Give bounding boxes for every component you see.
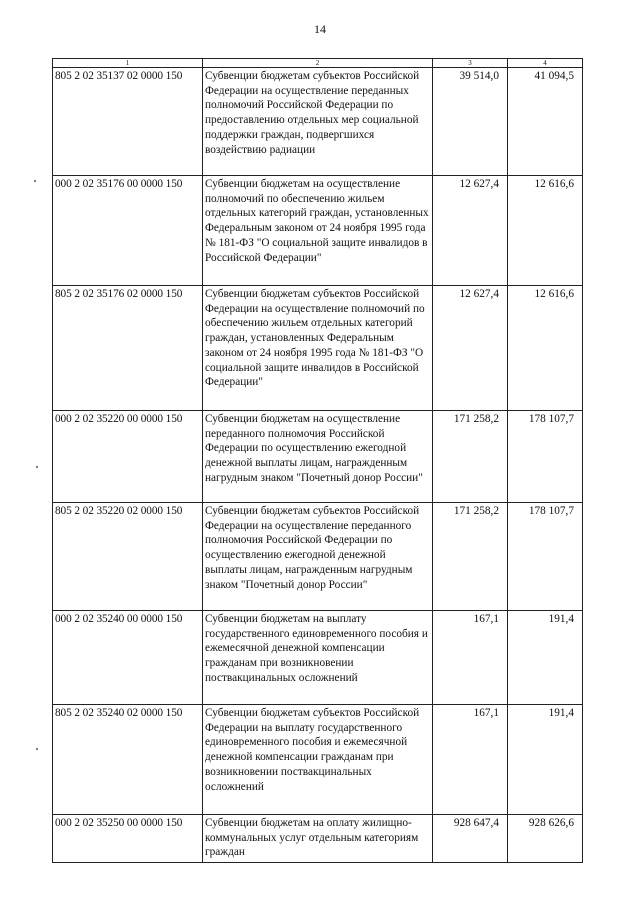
budget-code-cell: 805 2 02 35176 02 0000 150 bbox=[53, 286, 203, 411]
budget-code-cell: 805 2 02 35220 02 0000 150 bbox=[53, 503, 203, 611]
budget-code-cell: 000 2 02 35240 00 0000 150 bbox=[53, 611, 203, 705]
column-3-value-cell: 171 258,2 bbox=[433, 411, 508, 503]
description-cell: Субвенции бюджетам субъектов Российской Федерации на выплату государственного единовременного пособия и ежемесячной денежной компенсации гражданам при возникновении поствакцинальных осложнений bbox=[203, 705, 433, 815]
budget-code-cell: 805 2 02 35137 02 0000 150 bbox=[53, 68, 203, 176]
table-row bbox=[53, 705, 583, 815]
column-3-value-cell: 167,1 bbox=[433, 611, 508, 705]
description-cell: Субвенции бюджетам на оплату жилищно-коммунальных услуг отдельным категориям граждан bbox=[203, 815, 433, 863]
column-4-value-cell: 191,4 bbox=[508, 705, 583, 815]
table-row bbox=[53, 411, 583, 503]
column-4-value-cell: 928 626,6 bbox=[508, 815, 583, 863]
scan-speck bbox=[36, 466, 38, 468]
column-3-value-cell: 171 258,2 bbox=[433, 503, 508, 611]
column-3-value-cell: 39 514,0 bbox=[433, 68, 508, 176]
budget-code-cell: 000 2 02 35176 00 0000 150 bbox=[53, 176, 203, 286]
budget-table bbox=[52, 58, 583, 863]
description-cell: Субвенции бюджетам субъектов Российской Федерации на осуществление переданного полномочия Российской Федерации по осуществлению ежегодной денежной выплаты лицам, награжденным нагрудным знаком "Почетный донор России" bbox=[203, 503, 433, 611]
table-row bbox=[53, 503, 583, 611]
budget-code-cell: 805 2 02 35240 02 0000 150 bbox=[53, 705, 203, 815]
description-cell: Субвенции бюджетам на осуществление полномочий по обеспечению жильем отдельных категорий граждан, установленных Федеральным законом от 24 ноября 1995 года № 181-ФЗ "О социальной защите инвалидов в Российской Федерации" bbox=[203, 176, 433, 286]
budget-code-cell: 000 2 02 35220 00 0000 150 bbox=[53, 411, 203, 503]
column-4-value-cell: 12 616,6 bbox=[508, 176, 583, 286]
table-header-row bbox=[53, 59, 583, 68]
column-4-value-cell: 12 616,6 bbox=[508, 286, 583, 411]
column-3-value-cell: 167,1 bbox=[433, 705, 508, 815]
table-row bbox=[53, 815, 583, 863]
scan-speck bbox=[34, 180, 36, 182]
column-4-value-cell: 178 107,7 bbox=[508, 503, 583, 611]
description-cell: Субвенции бюджетам субъектов Российской Федерации на осуществление полномочий по обеспечению жильем отдельных категорий граждан, установленных Федеральным законом от 24 ноября 1995 года № 181-ФЗ "О социальной защите инвалидов в Российской Федерации" bbox=[203, 286, 433, 411]
column-4-value-cell: 178 107,7 bbox=[508, 411, 583, 503]
column-3-value-cell: 12 627,4 bbox=[433, 286, 508, 411]
column-3-value-cell: 12 627,4 bbox=[433, 176, 508, 286]
budget-code-cell: 000 2 02 35250 00 0000 150 bbox=[53, 815, 203, 863]
page-number: 14 bbox=[314, 22, 326, 36]
table-row bbox=[53, 611, 583, 705]
scan-speck bbox=[36, 748, 38, 750]
description-cell: Субвенции бюджетам на выплату государственного единовременного пособия и ежемесячной денежной компенсации гражданам при возникновении поствакцинальных осложнений bbox=[203, 611, 433, 705]
column-header-1: 1 bbox=[53, 59, 203, 68]
table-row bbox=[53, 68, 583, 176]
column-header-4: 4 bbox=[508, 59, 583, 68]
table-row bbox=[53, 286, 583, 411]
column-4-value-cell: 41 094,5 bbox=[508, 68, 583, 176]
description-cell: Субвенции бюджетам субъектов Российской Федерации на осуществление переданных полномочий Российской Федерации по предоставлению отдельных мер социальной поддержки граждан, подвергшихся воздействию радиации bbox=[203, 68, 433, 176]
table-row bbox=[53, 176, 583, 286]
column-3-value-cell: 928 647,4 bbox=[433, 815, 508, 863]
column-header-3: 3 bbox=[433, 59, 508, 68]
column-4-value-cell: 191,4 bbox=[508, 611, 583, 705]
description-cell: Субвенции бюджетам на осуществление переданного полномочия Российской Федерации по осуществлению ежегодной денежной выплаты лицам, награжденным нагрудным знаком "Почетный донор России" bbox=[203, 411, 433, 503]
column-header-2: 2 bbox=[203, 59, 433, 68]
